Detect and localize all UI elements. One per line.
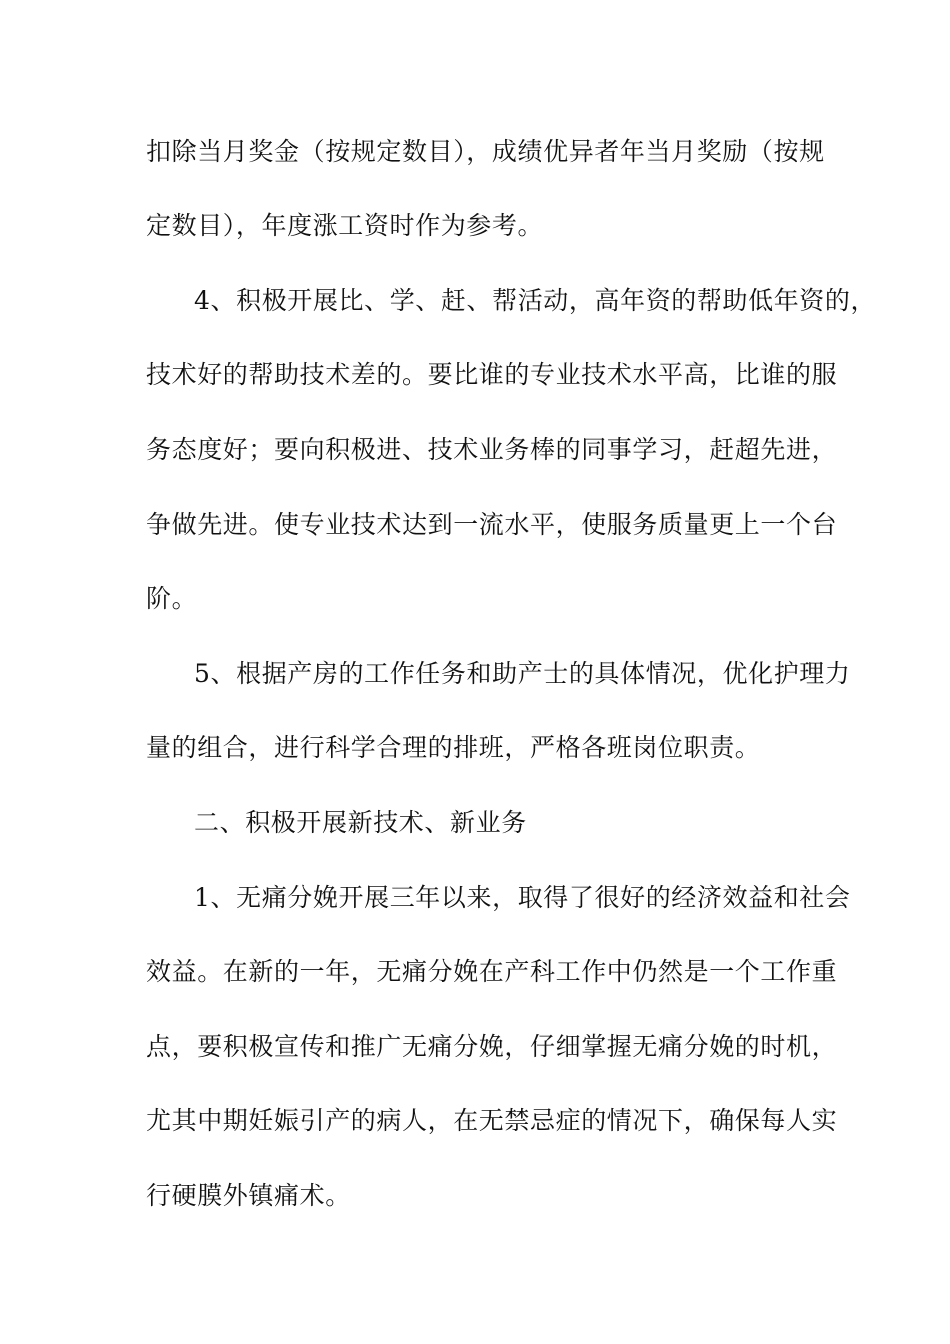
text-line: 效益。在新的一年，无痛分娩在产科工作中仍然是一个工作重 <box>146 957 838 986</box>
text-line: 定数目），年度涨工资时作为参考。 <box>146 211 544 240</box>
text-line: 争做先进。使专业技术达到一流水平，使服务质量更上一个台 <box>146 510 838 539</box>
paragraph-first-line: 1、无痛分娩开展三年以来，取得了很好的经济效益和社会 <box>194 883 851 912</box>
text-line: 技术好的帮助技术差的。要比谁的专业技术水平高，比谁的服 <box>146 360 838 389</box>
text-line: 扣除当月奖金（按规定数目），成绩优异者年当月奖励（按规 <box>146 137 825 166</box>
text-line: 务态度好；要向积极进、技术业务棒的同事学习，赶超先进， <box>146 435 838 464</box>
text-line: 尤其中期妊娠引产的病人，在无禁忌症的情况下，确保每人实 <box>146 1106 838 1135</box>
text-line: 行硬膜外镇痛术。 <box>146 1181 351 1210</box>
text-line: 阶。 <box>146 584 198 613</box>
paragraph-first-line: 4、积极开展比、学、赶、帮活动，高年资的帮助低年资的， <box>194 286 877 315</box>
paragraph-first-line: 5、根据产房的工作任务和助产士的具体情况，优化护理力 <box>194 659 851 688</box>
section-heading: 二、积极开展新技术、新业务 <box>194 808 527 837</box>
text-line: 点，要积极宣传和推广无痛分娩，仔细掌握无痛分娩的时机， <box>146 1032 838 1061</box>
text-line: 量的组合，进行科学合理的排班，严格各班岗位职责。 <box>146 733 761 762</box>
